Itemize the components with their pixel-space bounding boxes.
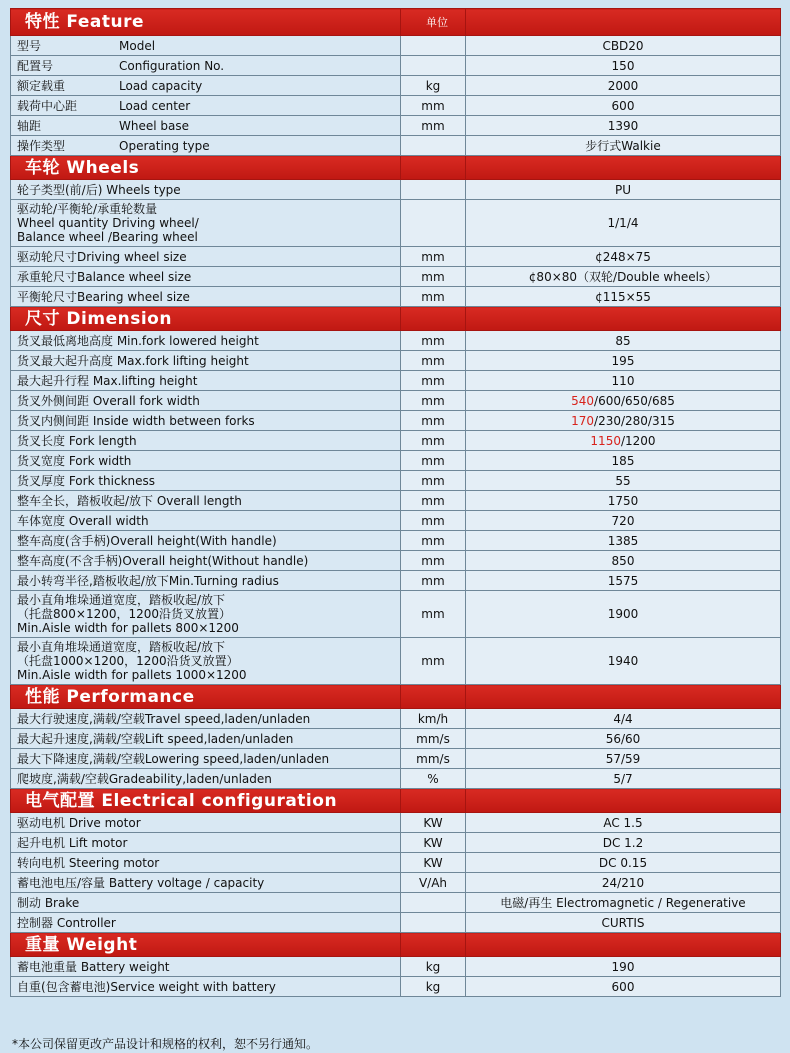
- spec-row: [11, 471, 781, 491]
- spec-unit: [401, 36, 466, 56]
- section-unit-header: [401, 933, 466, 957]
- section-title: 特性 Feature: [11, 9, 401, 36]
- spec-value: 1575: [466, 571, 781, 591]
- spec-label: [11, 977, 401, 997]
- spec-label-line: 车体宽度 Overall width: [17, 513, 149, 528]
- spec-row: [11, 451, 781, 471]
- spec-label: [11, 96, 401, 116]
- spec-row: [11, 729, 781, 749]
- spec-label-line: 货叉宽度 Fork width: [17, 453, 132, 468]
- section-title: 性能 Performance: [11, 685, 401, 709]
- section-header: [11, 685, 781, 709]
- spec-label: [11, 180, 401, 200]
- spec-unit: mm: [401, 571, 466, 591]
- spec-label-cn: 轴距: [17, 118, 42, 133]
- spec-row: [11, 36, 781, 56]
- spec-label-line: 货叉内侧间距 Inside width between forks: [17, 413, 255, 428]
- spec-label-en: Load center: [119, 98, 191, 113]
- spec-label: [11, 287, 401, 307]
- spec-label: [11, 267, 401, 287]
- spec-unit: mm: [401, 491, 466, 511]
- spec-unit: mm: [401, 431, 466, 451]
- spec-label-line: 驱动电机 Drive motor: [17, 815, 141, 830]
- spec-row: [11, 136, 781, 156]
- spec-row: [11, 749, 781, 769]
- spec-label-line: 起升电机 Lift motor: [17, 835, 128, 850]
- spec-label: [11, 957, 401, 977]
- spec-unit: KW: [401, 853, 466, 873]
- spec-row: [11, 893, 781, 913]
- spec-label: [11, 491, 401, 511]
- spec-row: [11, 56, 781, 76]
- spec-unit: KW: [401, 813, 466, 833]
- spec-label-cn: 额定载重: [17, 78, 66, 93]
- spec-value: 185: [466, 451, 781, 471]
- spec-value: 1390: [466, 116, 781, 136]
- spec-row: [11, 977, 781, 997]
- spec-unit: mm: [401, 511, 466, 531]
- spec-label: [11, 391, 401, 411]
- spec-row: [11, 371, 781, 391]
- spec-label: [11, 813, 401, 833]
- spec-value: 24/210: [466, 873, 781, 893]
- spec-label-line: 整车高度(不含手柄)Overall height(Without handle): [17, 553, 309, 568]
- spec-label-line: 转向电机 Steering motor: [17, 855, 160, 870]
- spec-label-line: Min.Aisle width for pallets 1000×1200: [17, 668, 247, 682]
- section-header: [11, 789, 781, 813]
- spec-row: [11, 351, 781, 371]
- spec-label: [11, 511, 401, 531]
- spec-label: [11, 331, 401, 351]
- spec-value: 5/7: [466, 769, 781, 789]
- spec-label-line: 自重(包含蓄电池)Service weight with battery: [17, 979, 276, 994]
- spec-value: ¢248×75: [466, 247, 781, 267]
- spec-unit: mm: [401, 371, 466, 391]
- section-unit-header: [401, 9, 466, 36]
- spec-value-highlight: 540: [571, 393, 595, 408]
- spec-value: ¢115×55: [466, 287, 781, 307]
- spec-unit: %: [401, 769, 466, 789]
- spec-unit: mm: [401, 287, 466, 307]
- section-unit-header: [401, 789, 466, 813]
- spec-label-en: Operating type: [119, 138, 210, 153]
- section-header: [11, 156, 781, 180]
- spec-label: [11, 729, 401, 749]
- spec-value: 190: [466, 957, 781, 977]
- spec-value: 195: [466, 351, 781, 371]
- spec-label-line: 货叉外侧间距 Overall fork width: [17, 393, 200, 408]
- spec-label: [11, 431, 401, 451]
- spec-value: DC 0.15: [466, 853, 781, 873]
- spec-label: [11, 451, 401, 471]
- spec-value: [466, 411, 781, 431]
- section-unit-header: [401, 307, 466, 331]
- section-title: 尺寸 Dimension: [11, 307, 401, 331]
- spec-row: [11, 200, 781, 247]
- spec-label-line: （托盘800×1200，1200沿货叉放置）: [17, 607, 232, 621]
- spec-label: [11, 56, 401, 76]
- spec-row: [11, 491, 781, 511]
- spec-row: [11, 873, 781, 893]
- spec-unit: [401, 893, 466, 913]
- section-unit-header: [401, 685, 466, 709]
- spec-row: [11, 913, 781, 933]
- spec-unit: mm: [401, 331, 466, 351]
- spec-label-line: 承重轮尺寸Balance wheel size: [17, 269, 192, 284]
- spec-label-line: 蓄电池重量 Battery weight: [17, 959, 170, 974]
- section-title: 重量 Weight: [11, 933, 401, 957]
- spec-label: [11, 749, 401, 769]
- spec-label-cn: 载荷中心距: [17, 98, 78, 113]
- unit-column-label: 单位: [426, 16, 448, 29]
- spec-value: 600: [466, 977, 781, 997]
- spec-value: 57/59: [466, 749, 781, 769]
- section-unit-header: [401, 156, 466, 180]
- spec-label-line: 最大行驶速度,满载/空载Travel speed,laden/unladen: [17, 711, 311, 726]
- spec-value: 2000: [466, 76, 781, 96]
- spec-unit: mm: [401, 267, 466, 287]
- spec-label-en: Model: [119, 38, 156, 53]
- section-title: 车轮 Wheels: [11, 156, 401, 180]
- spec-label-line: 整车高度(含手柄)Overall height(With handle): [17, 533, 277, 548]
- spec-label: [11, 769, 401, 789]
- spec-label-line: 货叉长度 Fork length: [17, 433, 137, 448]
- spec-value: CURTIS: [466, 913, 781, 933]
- spec-label-en: Configuration No.: [119, 58, 225, 73]
- spec-row: [11, 96, 781, 116]
- spec-value: [466, 391, 781, 411]
- spec-label: [11, 833, 401, 853]
- spec-label-line: 最大起升行程 Max.lifting height: [17, 373, 198, 388]
- spec-row: [11, 391, 781, 411]
- section-header-blank: [466, 307, 781, 331]
- spec-value: 150: [466, 56, 781, 76]
- spec-unit: [401, 56, 466, 76]
- spec-label: [11, 709, 401, 729]
- spec-unit: [401, 913, 466, 933]
- spec-unit: V/Ah: [401, 873, 466, 893]
- spec-label: [11, 371, 401, 391]
- spec-label: [11, 471, 401, 491]
- spec-unit: kg: [401, 957, 466, 977]
- spec-unit: [401, 136, 466, 156]
- spec-value: 1/1/4: [466, 200, 781, 247]
- spec-label: [11, 36, 401, 56]
- spec-label-line: 驱动轮尺寸Driving wheel size: [17, 249, 187, 264]
- spec-value-rest: /230/280/315: [594, 413, 675, 428]
- section-header-blank: [466, 156, 781, 180]
- spec-unit: mm: [401, 471, 466, 491]
- spec-value: ¢80×80（双轮/Double wheels）: [466, 267, 781, 287]
- spec-row: [11, 116, 781, 136]
- spec-row: [11, 331, 781, 351]
- spec-value: [466, 431, 781, 451]
- spec-row: [11, 769, 781, 789]
- spec-label: [11, 76, 401, 96]
- spec-row: [11, 957, 781, 977]
- spec-value: CBD20: [466, 36, 781, 56]
- spec-label-line: （托盘1000×1200，1200沿货叉放置）: [17, 654, 239, 668]
- spec-value: 电磁/再生 Electromagnetic / Regenerative: [466, 893, 781, 913]
- spec-label: [11, 136, 401, 156]
- spec-unit: [401, 180, 466, 200]
- spec-label-cn: 型号: [17, 38, 42, 53]
- spec-label: [11, 591, 401, 638]
- spec-label-en: Wheel base: [119, 118, 189, 133]
- spec-label-line: 整车全长，踏板收起/放下 Overall length: [17, 493, 242, 508]
- spec-label-line: 最大下降速度,满载/空载Lowering speed,laden/unladen: [17, 751, 330, 766]
- spec-label: [11, 913, 401, 933]
- spec-unit: mm: [401, 351, 466, 371]
- spec-label-line: 最小直角堆垛通道宽度，踏板收起/放下: [17, 593, 226, 607]
- section-header: [11, 307, 781, 331]
- spec-value: DC 1.2: [466, 833, 781, 853]
- spec-unit: mm/s: [401, 749, 466, 769]
- spec-value: AC 1.5: [466, 813, 781, 833]
- spec-label: [11, 873, 401, 893]
- spec-label-line: 最小转弯半径,踏板收起/放下Min.Turning radius: [17, 573, 279, 588]
- footnote: *本公司保留更改产品设计和规格的权利，恕不另行通知。: [12, 1037, 319, 1051]
- spec-row: [11, 853, 781, 873]
- spec-label-line: 货叉最大起升高度 Max.fork lifting height: [17, 353, 249, 368]
- spec-value: 1900: [466, 591, 781, 638]
- spec-label-cn: 操作类型: [17, 138, 66, 153]
- spec-value-rest: /600/650/685: [594, 393, 675, 408]
- spec-unit: mm/s: [401, 729, 466, 749]
- spec-value: 55: [466, 471, 781, 491]
- spec-row: [11, 180, 781, 200]
- spec-label-line: 制动 Brake: [17, 895, 80, 910]
- spec-label: [11, 411, 401, 431]
- spec-unit: mm: [401, 247, 466, 267]
- spec-unit: mm: [401, 96, 466, 116]
- spec-label: [11, 571, 401, 591]
- spec-value: 1385: [466, 531, 781, 551]
- spec-row: [11, 638, 781, 685]
- spec-label-line: 控制器 Controller: [17, 915, 116, 930]
- spec-row: [11, 591, 781, 638]
- spec-value: 1940: [466, 638, 781, 685]
- spec-unit: mm: [401, 591, 466, 638]
- spec-unit: kg: [401, 977, 466, 997]
- spec-row: [11, 267, 781, 287]
- spec-label-en: Load capacity: [119, 78, 203, 93]
- spec-unit: mm: [401, 411, 466, 431]
- spec-label-line: Balance wheel /Bearing wheel: [17, 230, 198, 244]
- spec-row: [11, 709, 781, 729]
- spec-label-line: 货叉厚度 Fork thickness: [17, 473, 156, 488]
- spec-unit: mm: [401, 116, 466, 136]
- section-title: 电气配置 Electrical configuration: [11, 789, 401, 813]
- spec-row: [11, 833, 781, 853]
- spec-value: 4/4: [466, 709, 781, 729]
- spec-unit: [401, 200, 466, 247]
- section-header: [11, 9, 781, 36]
- spec-label-line: 驱动轮/平衡轮/承重轮数量: [17, 202, 158, 216]
- spec-row: [11, 511, 781, 531]
- spec-value-rest: /1200: [620, 433, 656, 448]
- spec-label-line: Wheel quantity Driving wheel/: [17, 216, 199, 230]
- spec-label: [11, 638, 401, 685]
- spec-value-highlight: 170: [571, 413, 595, 428]
- spec-label: [11, 531, 401, 551]
- spec-table: [10, 8, 781, 997]
- spec-label: [11, 247, 401, 267]
- section-header-blank: [466, 789, 781, 813]
- spec-label-line: 货叉最低离地高度 Min.fork lowered height: [17, 333, 259, 348]
- spec-label: [11, 351, 401, 371]
- spec-row: [11, 551, 781, 571]
- spec-row: [11, 411, 781, 431]
- spec-unit: mm: [401, 551, 466, 571]
- spec-label-line: Min.Aisle width for pallets 800×1200: [17, 621, 239, 635]
- spec-value: 56/60: [466, 729, 781, 749]
- spec-label-cn: 配置号: [17, 58, 54, 73]
- spec-label-line: 爬坡度,满载/空载Gradeability,laden/unladen: [17, 771, 272, 786]
- spec-row: [11, 76, 781, 96]
- section-header-blank: [466, 933, 781, 957]
- section-header: [11, 933, 781, 957]
- spec-label: [11, 200, 401, 247]
- spec-row: [11, 247, 781, 267]
- section-header-blank: [466, 9, 781, 36]
- spec-value-highlight: 1150: [590, 433, 621, 448]
- spec-value: 850: [466, 551, 781, 571]
- spec-unit: KW: [401, 833, 466, 853]
- spec-unit: kg: [401, 76, 466, 96]
- spec-label-line: 轮子类型(前/后) Wheels type: [17, 182, 181, 197]
- spec-value: 110: [466, 371, 781, 391]
- spec-label: [11, 853, 401, 873]
- spec-row: [11, 813, 781, 833]
- spec-value: 600: [466, 96, 781, 116]
- spec-label-line: 最大起升速度,满载/空载Lift speed,laden/unladen: [17, 731, 294, 746]
- spec-row: [11, 287, 781, 307]
- spec-label: [11, 551, 401, 571]
- spec-unit: km/h: [401, 709, 466, 729]
- spec-label-line: 最小直角堆垛通道宽度，踏板收起/放下: [17, 640, 226, 654]
- spec-value: 1750: [466, 491, 781, 511]
- spec-unit: mm: [401, 531, 466, 551]
- spec-label: [11, 116, 401, 136]
- spec-value: PU: [466, 180, 781, 200]
- spec-unit: mm: [401, 451, 466, 471]
- spec-row: [11, 431, 781, 451]
- spec-value: 720: [466, 511, 781, 531]
- spec-label-line: 蓄电池电压/容量 Battery voltage / capacity: [17, 875, 265, 890]
- spec-unit: mm: [401, 391, 466, 411]
- spec-label-line: 平衡轮尺寸Bearing wheel size: [17, 289, 190, 304]
- spec-value: 步行式Walkie: [466, 136, 781, 156]
- spec-label: [11, 893, 401, 913]
- spec-unit: mm: [401, 638, 466, 685]
- spec-row: [11, 571, 781, 591]
- spec-value: 85: [466, 331, 781, 351]
- section-header-blank: [466, 685, 781, 709]
- spec-row: [11, 531, 781, 551]
